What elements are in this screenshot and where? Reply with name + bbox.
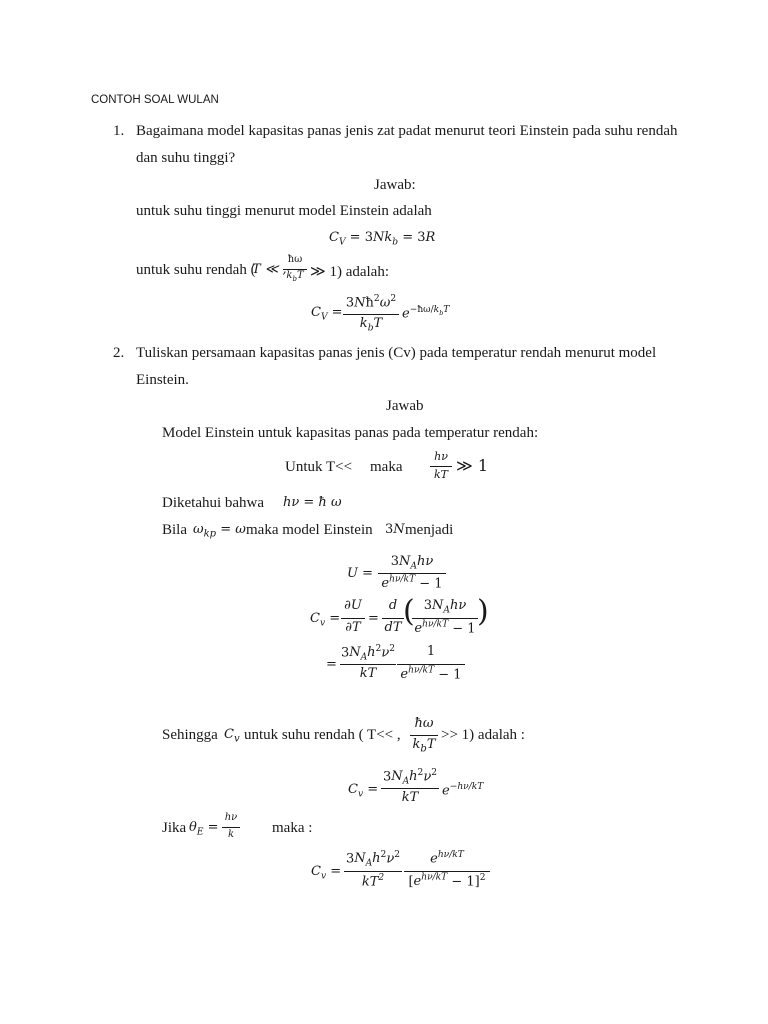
condition-much-greater-one: ≫ 1 [456, 456, 489, 475]
page-heading: CONTOH SOAL WULAN [91, 94, 219, 106]
fraction-hbar-omega-kbT-2: ħω $k_bT$ [410, 716, 438, 756]
equals-sign: = [368, 611, 379, 626]
q2-answer-label: Jawab [386, 398, 424, 414]
q2-text-line2: Einstein. [136, 372, 189, 388]
q2-number: 2. [113, 345, 125, 361]
q2-untuk-text: Untuk T<< [285, 459, 353, 475]
symbol-3N: 3N [385, 522, 405, 537]
equation-low-temp-exponential: $e^{-ħ\omega/k_bT}$ [402, 305, 450, 322]
equals-sign-2: = [326, 657, 337, 672]
fraction-Cv-final-right: $e^{h\nu/kT}$ $[e^{h\nu/kT} - 1]^2$ [404, 850, 490, 892]
equation-Cv-low-lhs: $C_v$ = [348, 782, 379, 800]
symbol-Cv: $C_v$ [224, 727, 240, 745]
exponential-term: $e^{-h\nu/kT}$ [442, 782, 484, 799]
equation-low-temp-lhs: $C_V$ = [311, 305, 343, 323]
right-parenthesis: ) [477, 594, 489, 629]
q2-menjadi-text: menjadi [405, 522, 454, 538]
q2-jika-maka-text: maka : [272, 820, 313, 836]
q2-text-line1: Tuliskan persamaan kapasitas panas jenis (Cv) pada temperatur rendah menurut model [136, 345, 657, 361]
fraction-hv-k: hν k [222, 812, 240, 846]
q2-sehingga-end-text: >> 1) adalah : [441, 727, 525, 743]
q2-model-text: Model Einstein untuk kapasitas panas pada temperatur rendah: [162, 425, 539, 441]
equation-U-lhs: U = [347, 566, 373, 581]
equation-omega-kp: $\omega_{kp} = \omega$ [193, 522, 246, 540]
q1-low-temp-condition: T ≪ , [252, 262, 287, 277]
q2-bila-mid-text: maka model Einstein [246, 522, 373, 538]
equation-hv-hbar-omega: hν = ħ ω [283, 495, 342, 510]
fraction-NAh2v2-kT: $3N_Ah^2\nu^2$ kT [340, 644, 396, 681]
equation-high-temp: $C_V = 3Nk_b = 3R$ [329, 230, 436, 248]
q1-answer-label: Jawab: [374, 177, 416, 193]
equation-Cv-final-lhs: $C_v$ = [311, 864, 342, 882]
fraction-d-dT: d dT [382, 598, 404, 638]
fraction-low-temp: $3Nħ^2\omega^2$ $k_bT$ [343, 294, 399, 336]
q2-diketahui-text: Diketahui bahwa [162, 495, 265, 511]
q2-sehingga-text: Sehingga [162, 727, 218, 743]
q2-sehingga-mid-text: untuk suhu rendah ( T<< , [244, 727, 401, 743]
fraction-one-over-exp: 1 $e^{h\nu/kT} - 1$ [397, 644, 465, 684]
fraction-derivative-inner: $3N_Ah\nu$ $e^{h\nu/kT} - 1$ [412, 598, 478, 638]
fraction-hv-kT: hν kT [430, 450, 452, 486]
fraction-U: $3N_Ah\nu$ $e^{h\nu/kT} - 1$ [378, 554, 446, 596]
q2-jika-text: Jika [162, 820, 187, 836]
q1-low-temp-prefix: untuk suhu rendah ( [136, 262, 256, 278]
q2-maka-text: maka [370, 459, 403, 475]
fraction-Cv-low: $3N_Ah^2\nu^2$ kT [382, 768, 438, 805]
q1-high-temp-text: untuk suhu tinggi menurut model Einstein adalah [136, 203, 432, 219]
symbol-theta-E: $\theta_E$ = [189, 820, 219, 838]
fraction-Cv-final-left: $3N_Ah^2\nu^2$ $kT^2$ [345, 850, 401, 890]
left-parenthesis: ( [403, 594, 415, 629]
q1-low-temp-suffix: ≫ 1) adalah: [310, 264, 390, 280]
q1-number: 1. [113, 123, 125, 139]
q1-text-line1: Bagaimana model kapasitas panas jenis zat padat menurut teori Einstein pada suhu rendah [136, 123, 678, 139]
q1-text-line2: dan suhu tinggi? [136, 150, 236, 166]
fraction-dU-dT: ∂U ∂T [341, 598, 365, 638]
fraction-hbar-omega-kbT: ħω $k_bT$ [283, 254, 307, 286]
q2-bila-text: Bila [162, 522, 187, 538]
equation-Cv-derivative-lhs: $C_v$ = [310, 611, 341, 629]
